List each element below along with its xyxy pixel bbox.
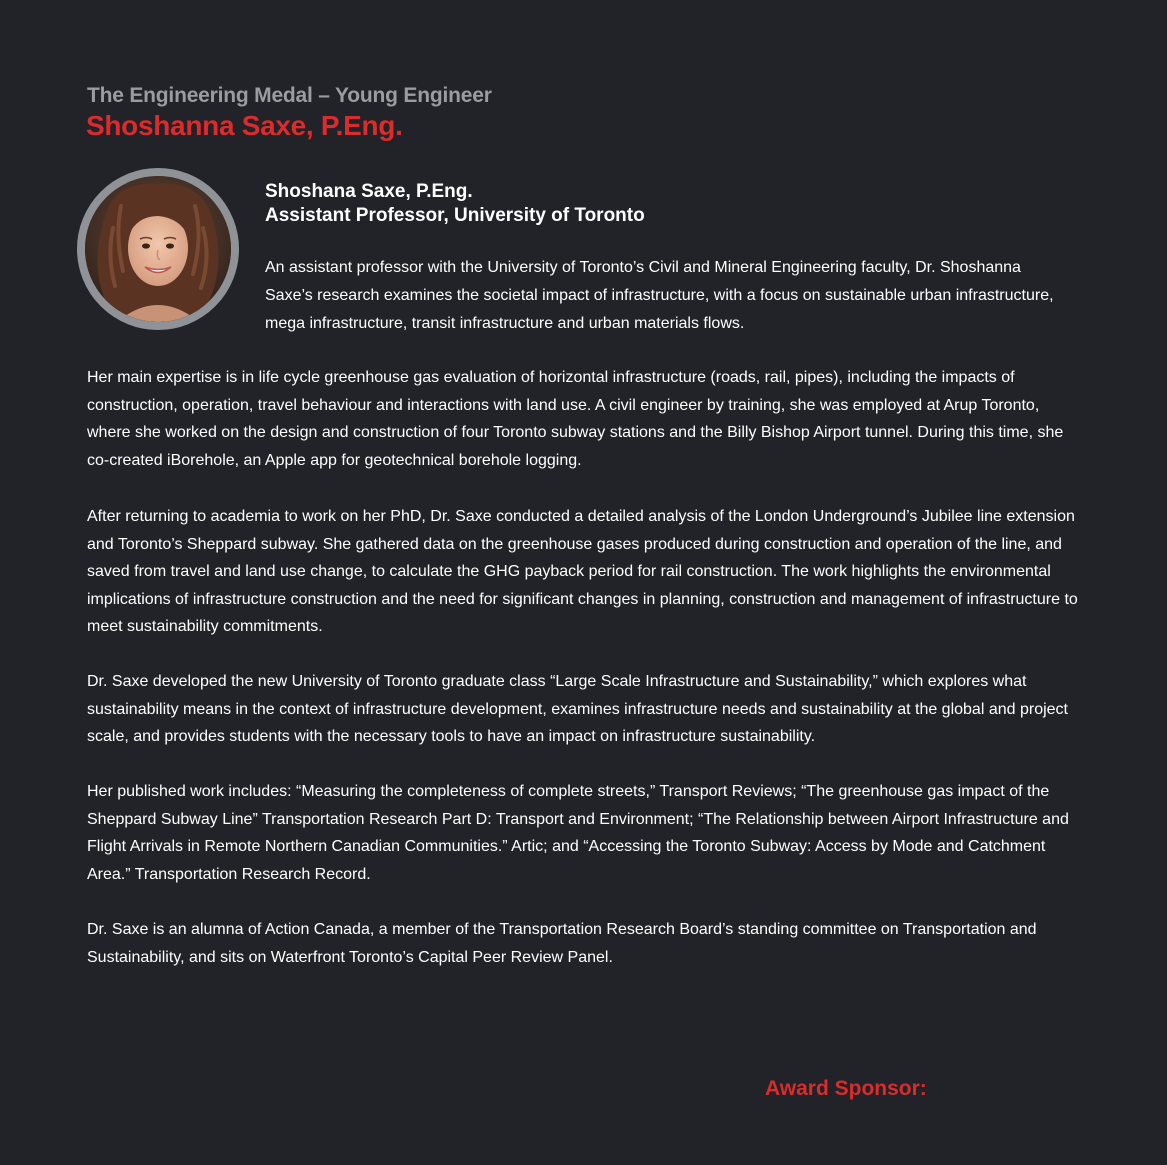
profile-role: Assistant Professor, University of Toronto: [265, 205, 645, 226]
award-title: The Engineering Medal – Young Engineer: [87, 84, 492, 107]
bio-paragraph-research: After returning to academia to work on her PhD, Dr. Saxe conducted a detailed analysis of the London Underground’s Jubilee line extension and Toronto’s Sheppard subway. She gathered data on the greenhouse gases produced during construction and operation of the line, and saved from travel and land use change, to calculate the GHG payback period for rail construction. The work highlights the environmental implications of infrastructure construction and the need for significant changes in planning, construction and management of infrastructure to meet sustainability commitments.: [87, 508, 1078, 636]
bio-paragraph-memberships: Dr. Saxe is an alumna of Action Canada, a member of the Transportation Research Board’s standing committee on Transportation and Sustainability, and sits on Waterfront Toronto’s Capital Peer Review Panel.: [87, 921, 1037, 966]
bio-paragraph-publications: Her published work includes: “Measuring the completeness of complete streets,” Transport Reviews; “The greenhouse gas impact of the Sheppard Subway Line” Transportation Research Part D: Transport and Environment; “The Relationship between Airport Infrastructure and Flight Arrivals in Remote Northern Canadian Communities.” Artic; and “Accessing the Toronto Subway: Access by Mode and Catchment Area.” Transportation Research Record.: [87, 783, 1069, 883]
recipient-name-heading: Shoshanna Saxe, P.Eng.: [86, 110, 403, 141]
bio-intro-paragraph: An assistant professor with the University of Toronto’s Civil and Mineral Engineering faculty, Dr. Shoshanna Saxe’s research examines the societal impact of infrastructure, with a focus on sustainable urban infrastructure, mega infrastructure, transit infrastructure and urban materials flows.: [265, 259, 1054, 332]
portrait-illustration: [85, 176, 231, 322]
bio-paragraph-expertise: Her main expertise is in life cycle greenhouse gas evaluation of horizontal infrastructure (roads, rail, pipes), including the impacts of construction, operation, travel behaviour and interactions with land use. A civil engineer by training, she was employed at Arup Toronto, where she worked on the design and construction of four Toronto subway stations and the Billy Bishop Airport tunnel. During this time, she co-created iBorehole, an Apple app for geotechnical borehole logging.: [87, 369, 1064, 469]
portrait-photo: [77, 168, 239, 330]
profile-name: Shoshana Saxe, P.Eng.: [265, 181, 473, 202]
bio-paragraph-teaching: Dr. Saxe developed the new University of Toronto graduate class “Large Scale Infrastructure and Sustainability,” which explores what sustainability means in the context of infrastructure development, examines infrastructure needs and sustainability at the global and project scale, and provides students with the necessary tools to have an impact on infrastructure sustainability.: [87, 673, 1068, 746]
award-sponsor-label: Award Sponsor:: [765, 1077, 927, 1100]
